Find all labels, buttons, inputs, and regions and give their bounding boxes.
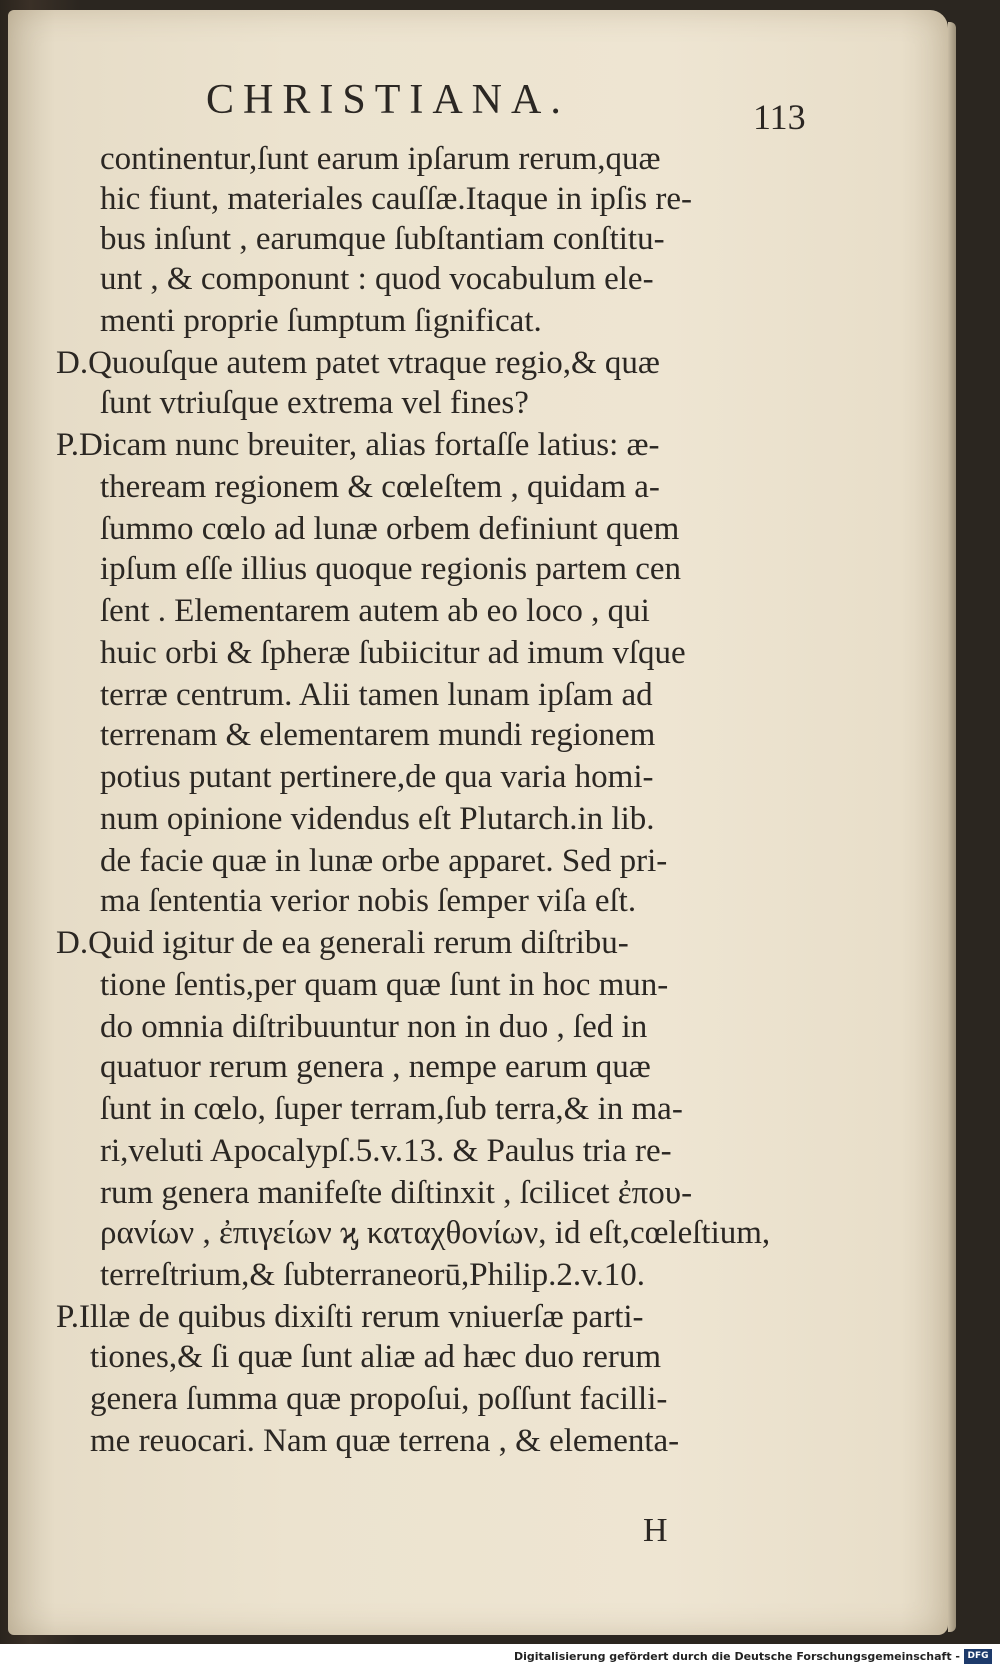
text-line: ipſum eſſe illius quoque regionis partem cen — [100, 551, 682, 587]
text-line: continentur,ſunt earum ipſarum rerum,quæ — [100, 141, 661, 177]
text-line: unt , & componunt : quod vocabulum ele- — [100, 261, 654, 297]
text-line: ſunt in cœlo, ſuper terram,ſub terra,& in ma- — [100, 1091, 683, 1127]
text-line: D.Quouſque autem patet vtraque regio,& quæ — [56, 345, 660, 381]
running-head — [8, 76, 948, 136]
text-line: num opinione videndus eſt Plutarch.in lib. — [100, 801, 655, 837]
running-title: CHRISTIANA. — [206, 77, 570, 123]
text-line: me reuocari. Nam quæ terrena , & elementa- — [90, 1423, 680, 1459]
text-line: ri,veluti Apocalypſ.5.v.13. & Paulus tria re- — [100, 1133, 672, 1169]
text-line: ρανίων , ἐπιγείων ϗ καταχθονίων, id eſt,cœleſtium, — [100, 1215, 771, 1251]
text-line: D.Quid igitur de ea generali rerum diſtribu- — [56, 925, 629, 961]
text-line: menti proprie ſumptum ſignificat. — [100, 303, 542, 339]
text-line: de facie quæ in lunæ orbe apparet. Sed pri- — [100, 843, 668, 879]
footer-credit: Digitalisierung gefördert durch die Deutsche Forschungsgemeinschaft - — [513, 1650, 960, 1663]
text-line: quatuor rerum genera , nempe earum quæ — [100, 1049, 651, 1085]
text-line: terrenam & elementarem mundi regionem — [100, 717, 656, 753]
text-line: genera ſumma quæ propoſui, poſſunt facilli- — [90, 1381, 668, 1417]
page-edge — [948, 22, 956, 1632]
book-page — [8, 10, 948, 1635]
text-line: bus inſunt , earumque ſubſtantiam conſtitu- — [100, 221, 665, 257]
page-number: 113 — [753, 97, 806, 137]
text-line: rum genera manifeſte diſtinxit , ſcilicet ἐπου- — [100, 1175, 693, 1211]
dfg-logo-icon: DFG — [964, 1649, 992, 1664]
text-line: P.Illæ de quibus dixiſti rerum vniuerſæ parti- — [56, 1299, 644, 1335]
digitization-footer — [0, 1644, 1000, 1671]
text-line: terreſtrium,& ſubterraneorū,Philip.2.v.10. — [100, 1257, 645, 1293]
text-line: ma ſententia verior nobis ſemper viſa eſt. — [100, 883, 637, 919]
text-line: tione ſentis,per quam quæ ſunt in hoc mun- — [100, 967, 669, 1003]
text-line: hic fiunt, materiales cauſſæ.Itaque in ipſis re- — [100, 181, 692, 217]
text-line: ſent . Elementarem autem ab eo loco , qui — [100, 593, 650, 629]
text-line: huic orbi & ſpheræ ſubiicitur ad imum vſque — [100, 635, 686, 671]
text-line: ſummo cœlo ad lunæ orbem definiunt quem — [100, 511, 680, 547]
catchword: H — [643, 1512, 668, 1549]
text-line: tiones,& ſi quæ ſunt aliæ ad hæc duo rerum — [90, 1339, 662, 1375]
text-line: potius putant pertinere,de qua varia homi- — [100, 759, 654, 795]
text-line: P.Dicam nunc breuiter, alias fortaſſe latius: æ- — [56, 427, 660, 463]
text-line: terræ centrum. Alii tamen lunam ipſam ad — [100, 677, 653, 713]
text-line: do omnia diſtribuuntur non in duo , ſed in — [100, 1009, 648, 1045]
text-line: theream regionem & cœleſtem , quidam a- — [100, 469, 660, 505]
text-line: ſunt vtriuſque extrema vel fines? — [100, 385, 529, 421]
